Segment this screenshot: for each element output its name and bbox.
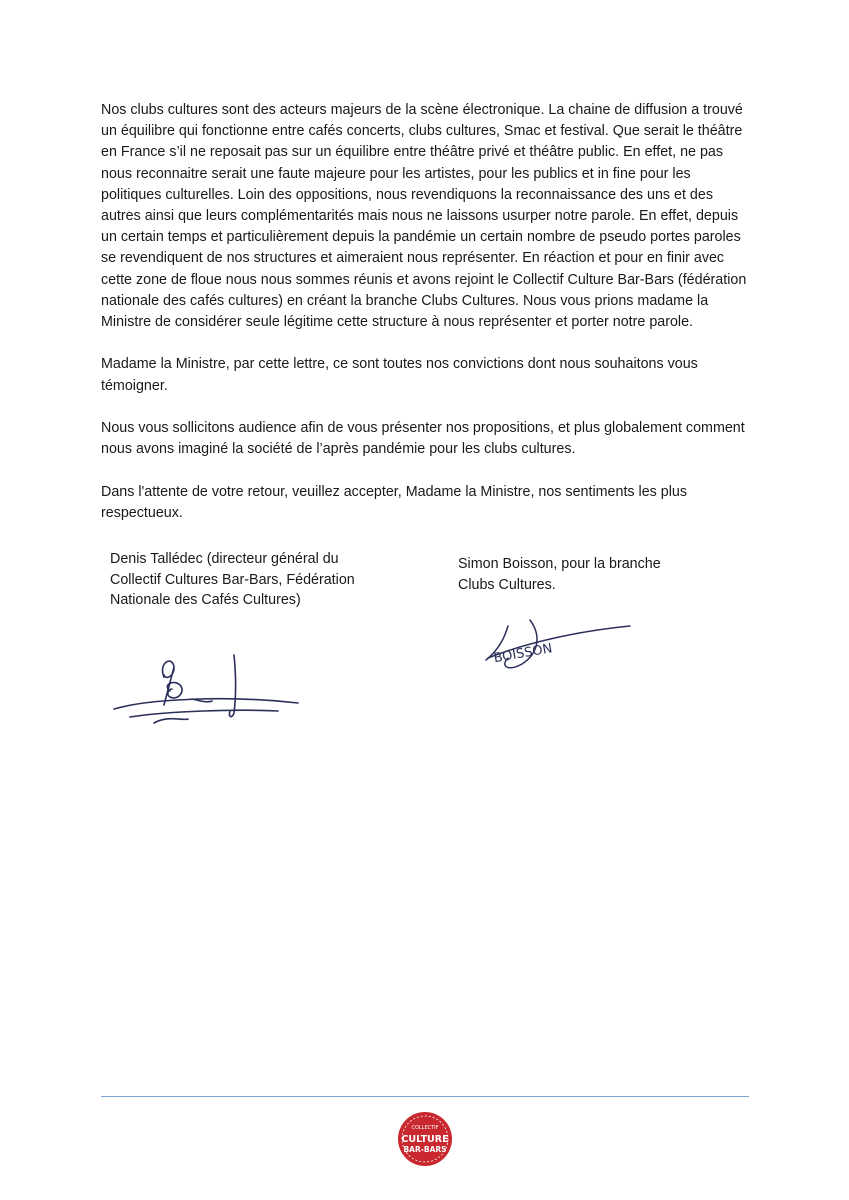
signatory-left-text: Denis Tallédec (directeur général du Collectif Cultures Bar-Bars, Fédération Nationale des Cafés Cultures) (110, 551, 355, 608)
paragraph-convictions: Madame la Ministre, par cette lettre, ce sont toutes nos convictions dont nous souhaitons vous témoigner. (101, 356, 698, 394)
paragraph-audience: Nous vous sollicitons audience afin de vous présenter nos propositions, et plus globalement comment nous avons imaginé la société de l’après pandémie pour les clubs cultures. (101, 420, 745, 458)
paragraph-clubs-cultures: Nos clubs cultures sont des acteurs majeurs de la scène électronique. La chaine de diffusion a trouvé un équilibre qui fonctionne entre cafés concerts, clubs cultures, Smac et festival. Que serait le théâtre en France s’il ne reposait pas sur un équilibre entre théâtre privé et théâtre public. En effet, ne pas nous reconnaitre serait une faute majeure pour les artistes, pour les publics et in fine pour les politiques culturelles. Loin des oppositions, nous revendiquons la reconnaissance des uns et des autres ainsi que leurs complémentarités mais nous ne laissons usurper notre parole. En effet, depuis un certain temps et particulièrement depuis la pandémie un certain nombre de pseudo portes paroles se revendiquent de nos structures et aimeraient nous représenter. En réaction et pour en finir avec cette zone de floue nous nous sommes réunis et avons rejoint le Collectif Culture Bar-Bars (fédération nationale des cafés cultures) en créant la branche Clubs Cultures. Nous vous prions madame la Ministre de considérer seule légitime cette structure à nous représenter et porter notre parole. (101, 102, 747, 331)
letter-body (101, 100, 749, 545)
logo-line-2: CULTURE (401, 1134, 449, 1145)
logo-line-3: BAR-BARS (403, 1145, 447, 1154)
signatory-right-text: Simon Boisson, pour la branche Clubs Cultures. (458, 556, 661, 593)
signature-right-image (478, 606, 638, 678)
footer-divider (101, 1096, 749, 1097)
signature-right-handwriting: BOISSON (492, 641, 554, 667)
signature-left-image (108, 645, 308, 745)
logo-line-1: COLLECTIF (411, 1125, 439, 1131)
collectif-culture-bar-bars-logo (396, 1110, 454, 1168)
paragraph-closing: Dans l'attente de votre retour, veuillez accepter, Madame la Ministre, nos sentiments les plus respectueux. (101, 483, 688, 521)
